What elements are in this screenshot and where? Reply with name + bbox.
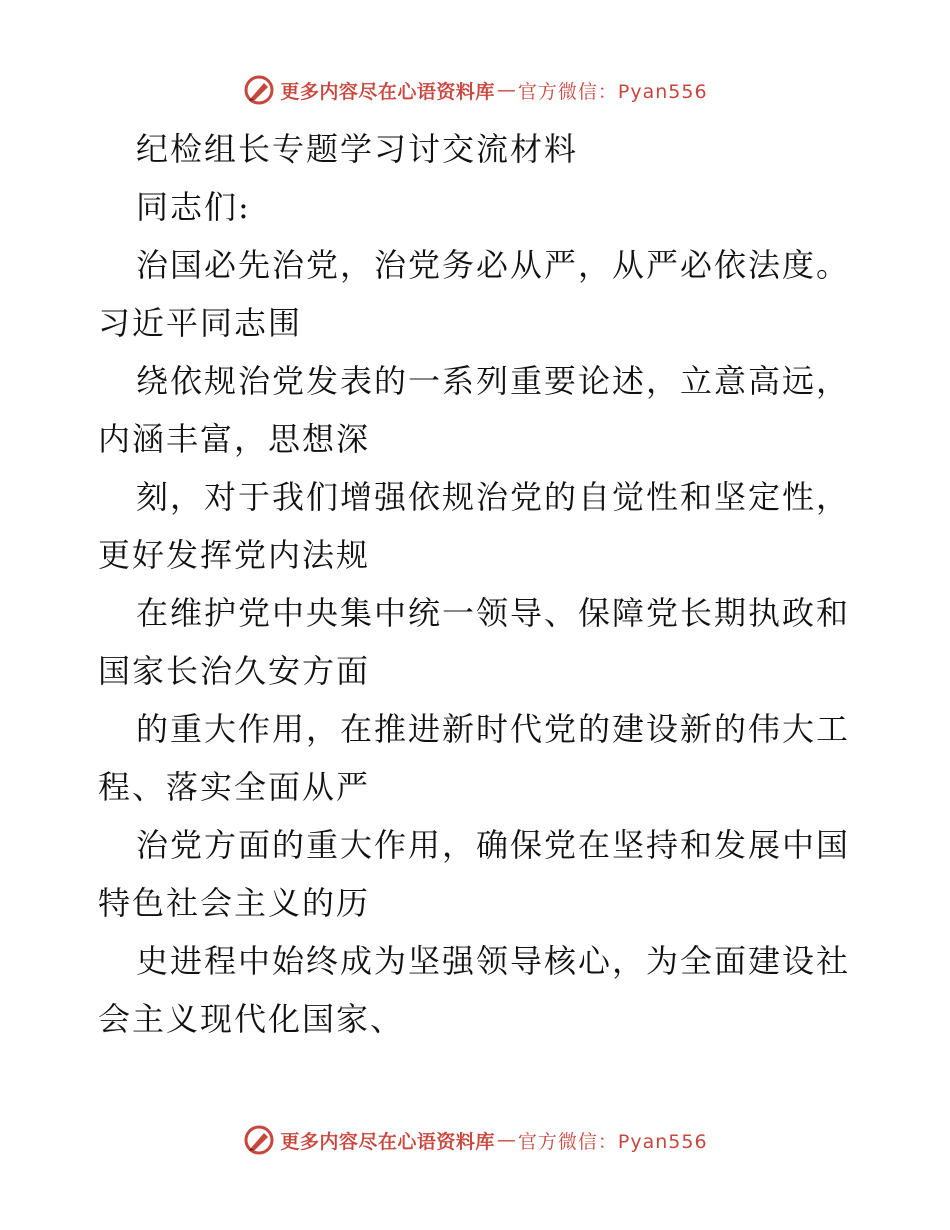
paragraph-line: 程、落实全面从严 bbox=[98, 768, 371, 806]
pen-logo-icon bbox=[242, 1123, 276, 1157]
watermark-separator: — bbox=[496, 79, 516, 101]
watermark-separator: — bbox=[496, 1129, 516, 1151]
paragraph-line: 习近平同志围 bbox=[98, 304, 303, 342]
paragraph-line: 绕依规治党发表的一系列重要论述，立意高远， bbox=[136, 362, 851, 400]
paragraph-line: 特色社会主义的历 bbox=[98, 884, 371, 922]
paragraph-line: 治国必先治党，治党务必从严，从严必依法度。 bbox=[136, 246, 851, 284]
footer-watermark bbox=[0, 1120, 950, 1160]
paragraph-line: 治党方面的重大作用，确保党在坚持和发展中国 bbox=[136, 826, 851, 864]
paragraph-line: 在维护党中央集中统一领导、保障党长期执政和 bbox=[136, 594, 851, 632]
paragraph-line: 内涵丰富，思想深 bbox=[98, 420, 371, 458]
document-title: 纪检组长专题学习讨交流材料 bbox=[136, 130, 579, 168]
pen-logo-icon bbox=[242, 73, 276, 107]
document-body bbox=[98, 120, 858, 1048]
watermark-wechat-text: 官方微信：Pyan556 bbox=[517, 80, 708, 103]
watermark-site-text: 更多内容尽在心语资料库 bbox=[280, 1130, 495, 1153]
watermark-wechat-text: 官方微信：Pyan556 bbox=[517, 1130, 708, 1153]
paragraph-line: 刻，对于我们增强依规治党的自觉性和坚定性， bbox=[136, 478, 851, 516]
salutation: 同志们: bbox=[136, 188, 251, 226]
paragraph-line: 国家长治久安方面 bbox=[98, 652, 371, 690]
watermark-site-text: 更多内容尽在心语资料库 bbox=[280, 80, 495, 103]
paragraph-line: 史进程中始终成为坚强领导核心，为全面建设社 bbox=[136, 942, 851, 980]
paragraph-line: 会主义现代化国家、 bbox=[98, 1000, 405, 1038]
paragraph-line: 的重大作用，在推进新时代党的建设新的伟大工 bbox=[136, 710, 851, 748]
header-watermark bbox=[0, 70, 950, 110]
paragraph-line: 更好发挥党内法规 bbox=[98, 536, 371, 574]
